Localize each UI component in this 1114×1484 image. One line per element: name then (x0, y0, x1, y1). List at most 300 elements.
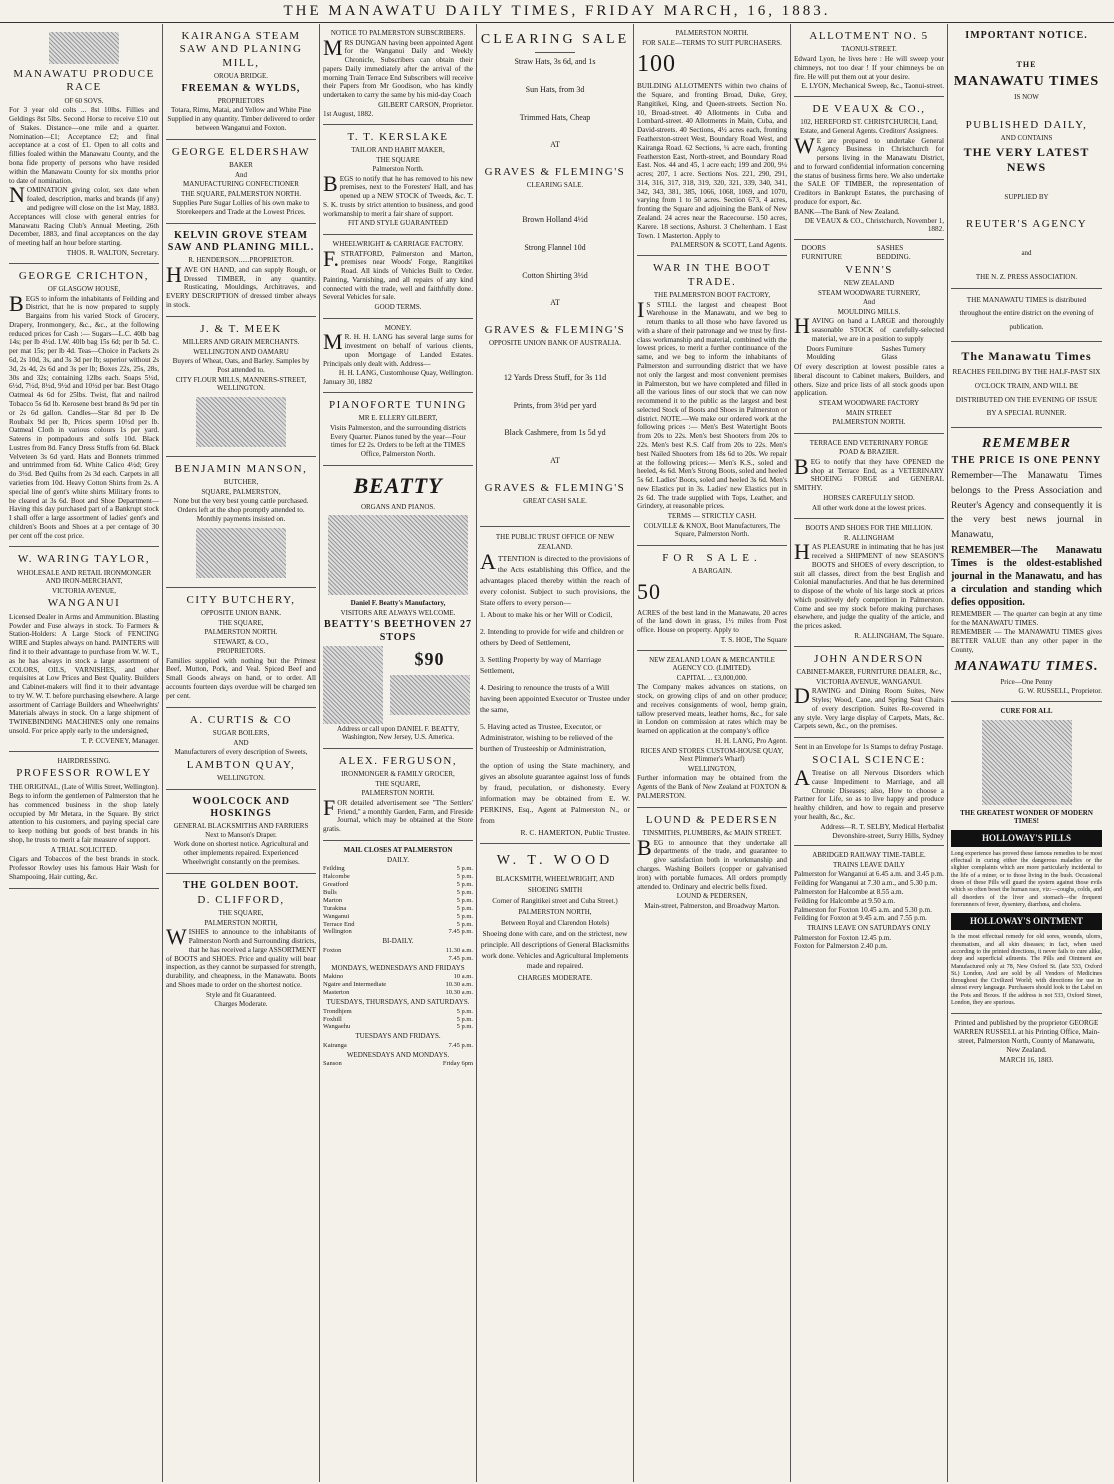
venn-town: PALMERSTON NORTH. (832, 418, 906, 427)
elder-sub: BAKER (229, 161, 253, 170)
nomination-sign: THOS. R. WALTON, Secretary. (66, 248, 159, 257)
venn-main: MAIN STREET (845, 408, 893, 417)
curtis-body: Manufacturers of every description of Sweets, (174, 748, 308, 757)
sale-item: Black Cashmere, from 1s 5d yd (504, 428, 606, 438)
kelvin-ad (166, 224, 316, 317)
sale-item: Brown Holland 4½d (522, 215, 588, 225)
war-sign: COLVILLE & KNOX, Boot Manufacturers, The Square, Palmerston North. (643, 521, 781, 539)
nomination-body: NOMINATION giving color, sex date when foaled, description, marks and brands (if any) and pedigree will close on the 1st May, 1883. Acceptances will close with general entries for Manawatu Racing Club's Annual Meeting, 26th December, 1883, and final acceptances on the day of meeting half an hour before starting. (9, 182, 159, 248)
pills-body: Long experience has proved these famous remedies to be most effectual in curing either the dangerous maladies or the slighter complaints which are more particularly incidental to the life of a miner, or to those living in the bush. Occasional doses of these Pills will guard the system against those evils which so often beset the human race, viz:—coughs, colds, and all disorders of the liver and stomach—the frequent forerunners of fever, dysentery, diarrhœa, and cholera. (951, 850, 1102, 908)
mail-destination: Feilding (323, 865, 345, 873)
vet-foot: All other work done at the lowest prices. (812, 503, 926, 512)
column-1 (6, 24, 163, 1482)
notice-title: NOTICE TO PALMERSTON SUBSCRIBERS. (330, 29, 466, 37)
notice-sign: GILBERT CARSON, Proprietor. (378, 101, 473, 109)
mail-closes (323, 841, 473, 1073)
column-3 (320, 24, 477, 1482)
important-notice (951, 24, 1102, 289)
manson-body: None but the very best young cattle purchased. Orders left at the shop promptly attended to. Monthly payments insisted on. (173, 497, 309, 523)
notice-body: MRS DUNGAN having been appointed Agent for the Wanganui Daily and Weekly Chronicle, Subscribers can obtain their papers Daily immediately after the arrival of the morning Train Terrace End Subscribers will receive their Papers from Mr Goodison, who has kindly undertaken to carry the same by his mid-day Coach (323, 34, 473, 100)
notice7-supplied: SUPPLIED BY (1004, 192, 1049, 201)
vet-title: TERRACE END VETERINARY FORGE (809, 438, 929, 447)
mail-row (323, 1042, 473, 1050)
rowley-trial: A TRIAL SOLICITED. (50, 845, 118, 854)
loan-addr: RICES AND STORES CUSTOM-HOUSE QUAY, Next Plimmer's Wharf) (640, 746, 784, 764)
sale-items-2 (480, 215, 630, 280)
kerslake-sub: TAILOR AND HABIT MAKER, (351, 145, 445, 154)
notice7-published: PUBLISHED DAILY, (965, 118, 1088, 131)
anderson-title: JOHN ANDERSON (814, 652, 924, 665)
loan-capital: CAPITAL ... £3,000,000. (676, 673, 748, 682)
distribution-notice (951, 289, 1102, 342)
meek-body: Buyers of Wheat, Oats, and Barley. Samples by Post attended to. (172, 357, 310, 374)
forsale-title: FOR SALE. (662, 551, 762, 564)
imprint (951, 1014, 1102, 1070)
sale-item: Strong Flannel 10d (524, 242, 586, 252)
racehorse-icon (49, 32, 119, 64)
taylor-body: Licensed Dealer in Arms and Ammunition. Blasting Powder and Fuse always in stock. To Farmers & Station-Holders: A Large Stock of FENCING WIRE and Staples always on hand. PAINTERS will find it to their advantage to purchase from W. W. T., as he has always in stock a large assortment of COLORS, OILS, VARNISHES, and other requisites at Low Prices and Best Quality. Builders and Cabinet-makers will find it to their advantage to try W. W. T. before purchasing elsewhere. A large assortment of Carriage Builders and Wheelwrights' Materials always in stock. On a large shipment of TWINEBINDING MACHINES only one remains unsold. For price apply early to the undersigned, (9, 612, 159, 735)
mail-time: 7.45 p.m. (448, 954, 473, 962)
mail-destination: Wangaehu (323, 1023, 351, 1031)
mail-row (323, 889, 473, 897)
wood-foot: CHARGES MODERATE. (517, 974, 593, 983)
bargain-body: ACRES of the best land in the Manawatu, 20 acres of the land down in grass, 1½ miles from Post office. House on property. Apply to (637, 608, 787, 635)
piano-body: Visits Palmerston, and the surrounding districts Every Quarter. Pianos tuned by the year—Four times for £2 2s. Orders to be left at the TIMES Office, Palmerston North. (329, 423, 467, 459)
money-title: MONEY. (384, 323, 412, 332)
trust-items (480, 609, 630, 754)
allegory-figure-icon (982, 720, 1072, 805)
remember4: REMEMBER — The MANAWATU TIMES gives BETTER VALUE than any other paper in the County, (951, 628, 1102, 655)
sale-title: CLEARING SALE (480, 32, 630, 47)
mail-time: 5 p.m. (456, 920, 473, 928)
column-6 (791, 24, 948, 1482)
rail-rows1 (794, 870, 944, 923)
feilding-notice (951, 342, 1102, 428)
mail-destination: Trondhjem (323, 1007, 352, 1015)
notice7-press: THE N. Z. PRESS ASSOCIATION. (975, 273, 1078, 282)
wood-town: PALMERSTON NORTH, (518, 907, 592, 916)
boot-name: D. CLIFFORD, (197, 893, 285, 906)
notice7-and: and (1021, 248, 1032, 257)
trust-item: 4. Desiring to renounce the trusts of a Will having been appointed Executor or Trustee under the same, (480, 683, 630, 715)
crichton-sub: OF GLASGOW HOUSE, (47, 285, 121, 294)
rail-title: ABRIDGED RAILWAY TIME-TABLE. (812, 851, 926, 860)
hair-title: HAIRDRESSING. (57, 756, 111, 765)
mail-time: Friday 6pm (442, 1060, 473, 1068)
boot-body: WISHES to announce to the inhabitants of Palmerston North and Surrounding districts, that he has received a large ASSORTMENT of BOOTS and SHOES. Price and quality will bear inspection, as they cannot be surpassed for strength, durability, and cheapness, in the Manawatu. Boots and Shoes made to order on the shortest notice. (166, 924, 316, 989)
taylor-sub: WHOLESALE AND RETAIL IRONMONGER AND IRON-MERCHANT, (16, 568, 152, 586)
mail-destination: Wellington (323, 928, 352, 936)
trust-body: ATTENTION is directed to the provisions of the Acts establishing this Office, and the advantages placed thereby within the reach of every colonist. Subject to such provisions, the State offers to every person— (480, 549, 630, 608)
mail-destination: Turakina (323, 904, 347, 912)
public-trust-ad (480, 527, 630, 844)
venn-body2: Of every description at lowest possible rates a liberal discount to Cabinet makers, Builders, and others. Size and price lists of all stock goods upon application. (794, 363, 944, 398)
mail-time: 5 p.m. (456, 1015, 473, 1023)
mail-row (323, 913, 473, 921)
sale-item: Prints, from 3½d per yard (513, 400, 597, 410)
war-sub: THE PALMERSTON BOOT FACTORY, (653, 290, 771, 299)
sale-at-1: AT (550, 140, 560, 150)
lyon-body: Edward Lyon, he lives here : He will sweep your chimneys, not too dear ! If your chimneys be on fire. He will put them out at your desire. (794, 54, 944, 81)
rowley-body: Begs to inform the gentlemen of Palmerston that he has commenced business in the shop lately occupied by Mr Metara, in the Square. By strict attention to his customers, and paying special care to keep nothing but goods of best brands in his shop, he trusts to merit a fair measure of support. (9, 792, 159, 844)
city-sq: THE SQUARE, (218, 618, 264, 627)
mail-destination: Greatford (323, 880, 349, 888)
mail-row (323, 955, 473, 963)
mail-time: 10 a.m. (453, 973, 473, 981)
mail-table-mwf (323, 973, 473, 997)
beatty-sub: ORGANS AND PIANOS. (360, 502, 436, 511)
mail-bidaily: BI-DAILY. (382, 937, 414, 946)
ox-icon (196, 397, 286, 447)
holloway-ointment: HOLLOWAY'S OINTMENT (951, 913, 1102, 930)
war-title: WAR IN THE BOOT TRADE. (653, 262, 771, 288)
trust-body2: the option of using the State machinery, and gives an absolute guarantee against loss of funds by fraud, peculation, or dishonesty. Every information may be obtained from E. W. PERKINS, Esq., Agent at Palmerston N., or from (480, 761, 630, 826)
rowley-sub: THE ORIGINAL, (Late of Willis Street, Wellington). (9, 782, 159, 791)
notice7-the: THE (1016, 60, 1037, 70)
rowley-foot: Cigars and Tobaccos of the best brands in stock. Professor Rowley uses his famous Hair Wash for Shampooing, Hair cutting, &c. (9, 855, 159, 881)
ferg-title: ALEX. FERGUSON, (338, 754, 458, 767)
allot-sign: PALMERSON & SCOTT, Land Agents. (670, 241, 787, 250)
mail-time: 7.45 p.m. (448, 1041, 473, 1049)
sale-item: 12 Yards Dress Stuff, for 3s 11d (503, 372, 607, 382)
column-2 (163, 24, 320, 1482)
anderson-addr: VICTORIA AVENUE, WANGANUI. (816, 677, 922, 686)
allot-big: 100 (637, 51, 676, 78)
beatty-fact: Daniel F. Beatty's Manufactory, (350, 599, 446, 608)
notice-date: 1st August, 1882. (323, 109, 374, 118)
kairanga-body: Totara, Rimu, Matai, and Yellow and White Pine Supplied in any quantity. Timber delivered to order between Wanganui and Foxton. (167, 106, 315, 133)
meek-title: J. & T. MEEK (200, 322, 282, 335)
woolcock-sub: GENERAL BLACKSMITHS AND FARRIERS Next to Manson's Draper. (173, 822, 309, 839)
mail-destination: Foxhill (323, 1015, 342, 1023)
column-4 (477, 24, 634, 1482)
elder-title: GEORGE ELDERSHAW (171, 145, 311, 158)
science-title: SOCIAL SCIENCE: (812, 753, 926, 766)
sale-items-1 (480, 57, 630, 122)
mail-row (323, 947, 473, 955)
mail-title: MAIL CLOSES AT PALMERSTON (343, 846, 453, 855)
col5-top: PALMERSTON NORTH. (675, 29, 749, 37)
mail-tf: TUESDAYS AND FRIDAYS. (355, 1032, 441, 1041)
loan-sign: H. H. LANG, Pro Agent. (715, 737, 787, 746)
mail-destination: Foxton (323, 946, 342, 954)
trust-item: 3. Settling Property by way of Marriage Settlement, (480, 655, 602, 676)
venn-mills: MOULDING MILLS. (837, 307, 901, 316)
ferg-town: PALMERSTON NORTH. (361, 789, 435, 798)
remember3: REMEMBER — The quarter can begin at any time for the MANAWATU TIMES. (951, 609, 1102, 627)
kelvin-prop: R. HENDERSON......PROPRIETOR. (188, 256, 294, 265)
bottom-title: MANAWATU TIMES. (954, 658, 1099, 674)
notice7-title: IMPORTANT NOTICE. (965, 30, 1088, 41)
money-ad (323, 319, 473, 393)
mail-row (323, 921, 473, 929)
elder-and: And (234, 170, 248, 179)
elder-trade: MANUFACTURING CONFECTIONER (183, 180, 299, 189)
loan-ad (637, 651, 787, 808)
mail-row (323, 865, 473, 873)
wood-between: Between Royal and Clarendon Hotels) (500, 919, 610, 928)
boot-sq: THE SQUARE, (218, 909, 264, 918)
holloway-wonder: THE GREATEST WONDER OF MODERN TIMES! (960, 808, 1093, 826)
woolcock-body: Work done on shortest notice. Agricultural and other implements repaired. Experienced Wheelwright constantly on the premises. (173, 840, 309, 866)
trust-item: 1. About to make his or her Will or Codicil, (480, 610, 613, 620)
loan-title: NEW ZEALAND LOAN & MERCANTILE AGENCY CO. (LIMITED). (649, 655, 775, 673)
mail-row (323, 905, 473, 913)
kairanga-prop: PROPRIETORS (217, 96, 265, 105)
wood-title: W. T. WOOD (496, 853, 614, 869)
lound-ad (637, 808, 787, 917)
loan-foot: Further information may be obtained from the Agents of the Bank of New Zealand at FOXTON & PALMERSTON. (637, 774, 787, 800)
piano-engraving-icon (390, 675, 470, 715)
curtis-addr: LAMBTON QUAY, (186, 758, 296, 771)
beatty-ad (323, 466, 473, 749)
sale-sub-1: CLEARING SALE. (526, 181, 584, 190)
masthead: THE MANAWATU DAILY TIMES, FRIDAY MARCH, 16, 1883. (0, 0, 1114, 23)
imprint-body: Printed and published by the proprietor GEORGE WARREN RUSSELL at his Printing Office, Main-street, Palmerston North, County of Manawatu, New Zealand. (953, 1019, 1100, 1054)
mail-time: 5 p.m. (456, 1007, 473, 1015)
city-town: PALMERSTON NORTH. (204, 628, 278, 637)
mail-time: 5 p.m. (456, 873, 473, 880)
wood-ad (480, 844, 630, 989)
venn-body: HAVING on hand a LARGE and thoroughly seasonable STOCK of carefully-selected material, we are in a position to supply (794, 313, 944, 343)
curtis-and: AND (233, 738, 249, 747)
rail-row: Feilding for Foxton at 9.45 a.m. and 7.55 p.m. (794, 914, 927, 923)
mail-destination: Bulls (323, 888, 337, 896)
beatty-logo: BEATTY (353, 473, 443, 499)
boot-town: PALMERSTON NORTH, (204, 918, 278, 927)
allot5-title: ALLOTMENT NO. 5 (809, 30, 929, 42)
remember2: REMEMBER—The Manawatu Times is the oldest-established journal in the Manawatu, and has a circulation and standing which defies opposition. (951, 544, 1102, 608)
anderson-ad (794, 647, 944, 738)
rail-row: Feilding for Wanganui at 7.30 a.m., and 5.30 p.m. (794, 879, 938, 888)
loan-town: WELLINGTON, (688, 764, 736, 773)
beatty-visit: VISITORS ARE ALWAYS WELCOME. (340, 608, 456, 617)
science-body: ATreatise on all Nervous Disorders which cause Impediment to Marriage, and all Chronic Diseases; also, How to choose a Partner for Life, so as to live happy and produce healthy children, and how to regain and preserve your health, &c., &c. (794, 765, 944, 821)
mail-tts: TUESDAYS, THURSDAYS, AND SATURDAYS. (326, 998, 470, 1007)
money-sign: H. H. LANG, Customhouse Quay, Wellington. (338, 369, 473, 378)
venn-sashes: SASHES BEDDING. (876, 244, 911, 261)
mail-row (323, 928, 473, 936)
stratford-title: WHEELWRIGHT & CARRIAGE FACTORY. (332, 240, 464, 248)
column-5 (634, 24, 791, 1482)
piano-sub: MR E. ELLERY GILBERT, (358, 414, 438, 423)
factory-engraving-icon (328, 515, 468, 595)
sale-items-3 (480, 373, 630, 438)
rail-row: Palmerston for Foxton 12.45 p.m. (794, 933, 892, 942)
holloway-pills: HOLLOWAY'S PILLS (951, 830, 1102, 847)
rowley-ad (9, 752, 159, 889)
notice7-latest: THE VERY LATEST NEWS (963, 145, 1090, 175)
mail-row (323, 873, 473, 881)
mail-destination: Marton (323, 896, 343, 904)
mail-mwf: MONDAYS, WEDNESDAYS AND FRIDAYS (331, 963, 465, 972)
venn-ad (794, 240, 944, 434)
ally-title: BOOTS AND SHOES FOR THE MILLION. (805, 524, 933, 533)
remember-notice (951, 428, 1102, 702)
elder-body: Supplies Pure Sugar Lollies of his own make to Storekeepers and Trade at the Lowest Prices. (172, 199, 310, 217)
trust-item: 2. Intending to provide for wife and children or others by Deed of Settlement, (480, 627, 624, 648)
sale-item: Trimmed Hats, Cheap (519, 112, 591, 122)
taylor-town: WANGANUI (47, 597, 121, 610)
ally-name: R. ALLINGHAM (843, 533, 895, 542)
venn-title: VENN'S (845, 263, 893, 276)
subscriber-notice (323, 24, 473, 125)
meek-ad (166, 317, 316, 457)
venn-doors: DOORS FURNITURE (801, 244, 842, 261)
distrib-body: THE MANAWATU TIMES is distributed throughout the entire district on the evening of publication. (959, 295, 1094, 332)
boot-foot1: Style and fit Guaranteed. (206, 990, 276, 999)
bottom-price: Price—One Penny (1000, 677, 1053, 686)
eldershaw-ad (166, 140, 316, 224)
clearing-sale-ad (480, 24, 630, 527)
veaux-sub: 102, HEREFORD ST. CHRISTCHURCH, Land, Estate, and General Agents. Creditors' Assignees. (799, 118, 939, 135)
oint-body: Is the most effectual remedy for old sores, wounds, ulcers, rheumatism, and all skin diseases; in fact, when used according to the printed directions, it never fails to cure alike, deep and superficial ailments. The Pills and Ointment are Manufactured only at 78, New Oxford St. (late 533, Oxford St.) London, And are sold by all Vendors of Medicines throughout the Civilized World; with directions for use in almost every language. Purchasers should look to the Label on the Pots and Boxes. If the address is not 533, Oxford Street, London, they are spurious. (951, 934, 1102, 1007)
mail-time: 5 p.m. (456, 880, 473, 888)
lyon-sign: E. LYON, Mechanical Sweep, &c., Taonui-street. (801, 82, 944, 91)
vet-name: POAD & BRAZIER. (839, 448, 899, 457)
allotments-ad (637, 24, 787, 256)
wood-addr: Corner of Rangitikei street and Cuba Street.) (492, 896, 618, 905)
rail-row: Foxton for Palmerston 2.40 p.m. (794, 942, 888, 951)
veaux-body: WE are prepared to undertake General Agency Business in Christchurch for persons living in the Manawatu District, and to forward confidential information concerning the status of business firms here. We also undertake the SALE OF TIMBER, the representation of Creditors in Bankrupt Estates, the purchasing of produce for export, &c. (794, 132, 944, 206)
mail-time: 5 p.m. (456, 888, 473, 896)
sale-graves-1: GRAVES & FLEMING'S (484, 166, 626, 179)
mail-row (323, 1023, 473, 1031)
vet-sub: HORSES CAREFULLY SHOD. (823, 494, 915, 503)
wood-sub: BLACKSMITH, WHEELWRIGHT, AND SHOEING SMITH (495, 875, 615, 894)
anderson-sub: CABINET-MAKER, FURNITURE DEALER, &c., (796, 668, 942, 677)
sale-item: Cotton Shirting 3½d (522, 270, 588, 280)
curtis-town: WELLINGTON. (217, 774, 265, 783)
ferg-sub: IRONMONGER & FAMILY GROCER, (341, 770, 455, 779)
vet-ad (794, 434, 944, 519)
remember-banner: REMEMBER (982, 436, 1071, 452)
bargain-title: A BARGAIN. (691, 567, 733, 576)
sale-item: Straw Hats, 3s 6d, and 1s (514, 57, 596, 67)
mail-time: 5 p.m. (456, 904, 473, 912)
race-body: For 3 year old colts ... 8st 10lbs. Fillies and Geldings 8st 5lbs. Second Horse to receive £10 out of Stakes. Distance—one mile and a quarter. Nomination—£1; Acceptance £2; and final acceptance at a cost of £1. Open to all colts and fillies foaled within the Manawatu County, and the bona fide property of persons who have resided within the Manawatu County for six months prior to date of nomination. (9, 106, 159, 185)
manson-ad (166, 457, 316, 588)
rail-row: Palmerston for Halcombe at 8.55 a.m. (794, 887, 904, 896)
kairanga-sub: OROUA BRIDGE. (213, 72, 269, 81)
mail-destination: Makino (323, 973, 344, 981)
bull-icon (196, 528, 286, 578)
bargain-sign: T. S. HOE, The Square (720, 635, 787, 644)
mail-time: 7.45 p.m. (448, 928, 473, 936)
science-sign: Address—R. T. SELBY, Medical Herbalist Devonshire-street, Surry Hills, Sydney (820, 822, 944, 840)
mail-time: 10.30 a.m. (445, 981, 473, 989)
lound-sub: TINSMITHS, PLUMBERS, &c MAIN STREET. (642, 829, 782, 838)
notice7-paper: MANAWATU TIMES (953, 73, 1100, 89)
meek-foot: CITY FLOUR MILLS, MANNERS-STREET, WELLINGTON. (175, 375, 307, 393)
mail-destination: Terrace End (323, 920, 355, 928)
mail-row (323, 989, 473, 997)
notice7-is-now: IS NOW (1014, 93, 1039, 102)
boot-foot2: Charges Moderate. (214, 1000, 268, 1009)
mail-table-tts (323, 1008, 473, 1032)
city-opp: OPPOSITE UNION BANK. (200, 609, 282, 618)
trust-sign: R. C. HAMERTON, Public Trustee. (520, 828, 630, 838)
lyon-ad (794, 24, 944, 97)
rail-row: Palmerston for Wanganui at 6.45 a.m. and 3.45 p.m. (794, 870, 944, 879)
social-science-ad (794, 738, 944, 846)
kelvin-body: HAVE ON HAND, and can supply Rough, or Dressed TIMBER, in any quantity. Rusticating, Mouldings, Architraves, and EVERY DESCRIPTION of dressed timber always in stock. (166, 261, 316, 309)
sale-at-2: AT (550, 298, 560, 308)
railway-ad (794, 846, 944, 956)
rail-row: Palmerston for Foxton 10.45 a.m. and 5.30 p.m. (794, 905, 932, 914)
kairanga-title: KAIRANGA STEAM SAW AND PLANING MILL, (179, 30, 303, 69)
mail-row (323, 1060, 473, 1068)
crichton-title: GEORGE CRICHTON, (18, 269, 150, 282)
bargain-big: 50 (637, 578, 661, 604)
allot-body: BUILDING ALLOTMENTS within two chains of the Square, and fronting Broad, Duke, Grey, Rangitikei, King, and Queen-streets. Section No. 10, Broad-street. 40 Allotments in Cuba and Lombard-street. 40 Allotments in Main, Cuba, and David-streets. 40 Sections, 4½ acres each, fronting Featherston-street West, Boundary Road West, and Kairanga Road. 62 Sections, ¼ acre each, fronting Featherston East, North-street, and Boundary Road East. Nos. 44 and 45, 1 acre each; 199 and 200, 9¼ acres; 207, 1 acre. Sections Nos. 221, 290, 291, 314, 316, 317, 318, 319, 320, 321, 339, 340, 341, 342, 343, 381, 385, 1066, 1068, 1069, and 1070, varying from 1 to 50 acres. Section 673, 4 acres, fronting the Square and adjoining the Bank of New Zealand. 24 acres near the Racecourse. 150 acres, Karere. 18 sections, Ashurst. 3 Cheltenham. 1 East Town. 1 Masterton. Apply to (637, 82, 787, 240)
boot-title: THE GOLDEN BOOT. (182, 879, 300, 891)
rail-sub2: TRAINS LEAVE ON SATURDAYS ONLY (807, 924, 931, 933)
mail-row (323, 1008, 473, 1016)
woolcock-ad (166, 790, 316, 874)
mail-daily: DAILY. (387, 855, 409, 864)
bottom-sign: G. W. RUSSELL, Proprietor. (1018, 687, 1102, 696)
lound-sign: LOUND & PEDERSEN, (676, 892, 748, 901)
curtis-sub: SUGAR BOILERS, (212, 729, 270, 737)
crichton-body: BEGS to inform the inhabitants of Feilding and District, that he is now prepared to supply Bargains from his varied Stock of Grocery, Drapery, Ironmongery, &c., &c., at the following reduced prices for Cash :— Sugars—L.C. 40lb bag 14s; per lb 4½d. I.W. 40lb bag 15s 6d; per lb 5d. C. per mat 15s; per lb 4d. Teas—Choice in Packets 2s 6d, 2s 10d, 3s, and 3s 3d per lb; superior without 2s 3d, 2s 4d, 2s 6d and 3s per lb; Boxes 22s, 25s, 28s, 30s and 32s; containing 12lbs each. Soaps 5½d, 6½d, 7½d, 8½d, 9½d and 10½d per bar. Best Otago Oatmeal 4s 6d for 25lbs. Twist, flat and nailrod Tobacco 5s 6d lb. Kerosene best brand 8s 9d per tin or 2s 6d gallon. Candles—Star 8d per lb De Roubaix 9d per lb, Prices sperm 10½d per lb. Oatmeal Cloth in various colours 1s per yard. Sateens in pompadours and solfs 10d. Black Lustres from 8d. Fancy Dress Stuffs from 6d. Black Velveteen 3s 6d yard. Hats and Bonnets trimmed and untrimmed from 6d. White Calico 4½d; Grey do 3½d. Bed Quilts from 2s 3d each. Carpets in all varieties from 10d. Heavy Cotton Shirts from 2s. A special line of gent's white shirts Military fronts to be cleared at 3s 6d. Boot and Shoe Department—Having this day purchased part of a Bankrupt stock I shall offer a large assortment of ladies' gent's and children's Boots and Shoes at a per centage of 30 per cent off the cost price. (9, 290, 159, 540)
veaux-bank: BANK—The Bank of New Zealand. (794, 207, 900, 216)
sale-sub-3: GREAT CASH SALE. (523, 497, 587, 506)
war-body: IS STILL the largest and cheapest Boot Warehouse in the Manawatu, and we beg to return thanks to all those who have favored us with a share of their patronage and we trust by first-class workmanship and material, combined with the lowest prices, to merit a further continuance of the same, and we beg to inform the inhabitants of Palmerston and surrounding district that we have not only the largest and most convenient premises in Palmerston, but we have completed and filled in all the various lines of our stock that we can now recommend it to the public as the largest and best selected Stock of Boots and Shoes in Palmerston or district. NOTE.—We make our ordered work at the following prices :— Men's Best Watertight Boots from 20s to 22s. Men's best Shooters from 20s to 22s. Men's best K.S. Calf from 20s to 22s. Men's best Nailed Shooters from 18s 6d to 20s. We repair at the following prices:— Men's K.S., soled and heeled, 4s 6d. Men's Strong Boots, soled and heeled 5s 6d. Ladies' Boots, soled and heeled 3s 6d. Men's new Elastics put in 3s. Ladies' new Elastics put in 2s 6d. The trade supplied with Tops, Leather, and Grindery, at reasonable prices. (637, 296, 787, 511)
venn-nz: NEW ZEALAND (843, 279, 895, 288)
allot5-sub: TAONUI-STREET. (841, 45, 897, 54)
mail-destination: Halcombe (323, 873, 350, 880)
venn-sub: STEAM WOODWARE TURNERY, (817, 288, 921, 297)
rail-row: Feilding for Halcombe at 9.50 a.m. (794, 896, 896, 905)
beatty-addr: Address or call upon DANIEL F. BEATTY, Washington, New Jersey, U.S. America. (337, 724, 459, 742)
price-line: THE PRICE IS ONE PENNY (951, 455, 1102, 467)
kairanga-ad (166, 24, 316, 140)
piano-ad (323, 393, 473, 466)
mail-row (323, 881, 473, 889)
imprint-date: MARCH 16, 1883. (999, 1055, 1054, 1064)
mail-time: 5 p.m. (456, 1023, 473, 1031)
trust-item: 5. Having acted as Trustee, Executor, or Administrator, wishing to be relieved of the burthen of Trusteeship or Administration, (480, 722, 613, 754)
notice7-reuter: REUTER'S AGENCY (965, 218, 1088, 231)
stratford-terms: GOOD TERMS. (374, 303, 422, 312)
ferg-body: FOR detailed advertisement see "The Settlers' Friend," a monthly Garden, Farm, and Fireside Journal, which may be obtained at the Store gratis. (323, 794, 473, 834)
holloway-arc: CURE FOR ALL (1000, 707, 1053, 716)
race-ad (9, 24, 159, 264)
mail-destination: Kairanga (323, 1041, 347, 1049)
sale-graves-2: GRAVES & FLEMING'S (484, 324, 626, 337)
mail-table-tf (323, 1042, 473, 1050)
feilding-body: REACHES FEILDING BY THE HALF-PAST SIX O'CLOCK TRAIN, AND WILL BE DISTRIBUTED ON THE EVENING OF ISSUE BY A SPECIAL RUNNER. (952, 368, 1101, 418)
venn-list2: Sashes Turnery Glass (881, 344, 926, 362)
kerslake-title: T. T. KERSLAKE (347, 130, 449, 143)
sale-sub-2: OPPOSITE UNION BANK OF AUSTRALIA. (488, 339, 622, 348)
sale-item: Sun Hats, from 3d (525, 84, 585, 94)
rail-sub1: TRAINS LEAVE DAILY (833, 860, 905, 869)
sale-at-3: AT (550, 456, 560, 466)
manson-sub: BUTCHER, (223, 478, 259, 487)
venn-factory: STEAM WOODWARE FACTORY (818, 399, 920, 408)
woolcock-title: WOOLCOCK AND HOSKINGS (192, 795, 290, 819)
elder-addr: THE SQUARE, PALMERSTON NORTH. (181, 189, 301, 198)
mail-row (323, 981, 473, 989)
war-terms: TERMS — STRICTLY CASH. (667, 512, 757, 521)
lound-addr: Main-street, Palmerston, and Broadway Marton. (644, 901, 780, 910)
money-body: MR. H. H. LANG has several large sums for investment on behalf of various clients, upon Mortgage of Landed Estates. Principals only dealt with. Address— (323, 329, 473, 368)
mail-row (323, 897, 473, 905)
ally-sign: R. ALLINGHAM, The Square. (854, 631, 944, 640)
trust-title: THE PUBLIC TRUST OFFICE OF NEW ZEALAND. (495, 532, 615, 552)
